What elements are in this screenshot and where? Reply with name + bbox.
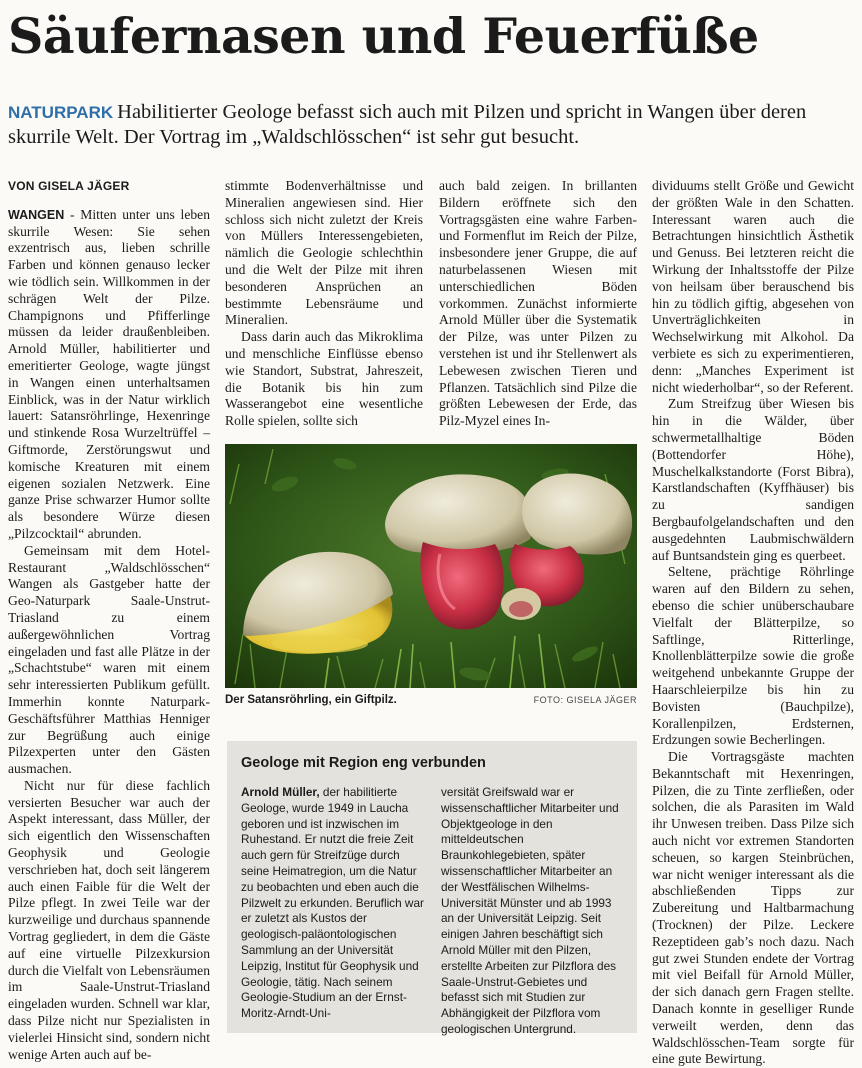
article-column-3 <box>439 178 637 430</box>
kicker: NATURPARK <box>8 103 114 122</box>
deck <box>8 100 854 150</box>
article-column-2 <box>225 178 423 430</box>
paragraph: Die Vortragsgäste machten Bekanntschaft mit Hexenringen, Pilzen, die zu Tinte zerfließen, oder solchen, die als Parasiten im Wald ihr Unwesen treiben. Dass Pilze sich auch nicht vor extremen Standorten scheuen, so kargen Steinbrüchen, war nicht weniger interessant als die abschließenden Tipps zur Zubereitung und Haltbarmachung (Trocknen) der Pilze. Leckere Rezeptideen gab’s noch dazu. Nach gut zwei Stunden endete der Vortrag mit viel Beifall für Arnold Müller, der sich danach gern Fragen stellte. Danach konnte in geselliger Runde verweilt werden, denn das Waldschlösschen-Team sorgte für eine gute Bewirtung. <box>652 749 854 1067</box>
info-box-title: Geologe mit Region eng verbunden <box>241 755 486 771</box>
info-box-lead-name: Arnold Müller, <box>241 785 320 799</box>
byline: VON GISELA JÄGER <box>8 179 130 193</box>
headline: Säufernasen und Feuerfüße <box>8 7 759 65</box>
info-box-column-1 <box>241 785 429 1022</box>
mushroom-photo <box>225 444 637 688</box>
paragraph: Zum Streifzug über Wiesen bis hin in die Wälder, über schwermetallhaltige Böden (Bottendorfer Höhe), Muschelkalkstandorte (Forst Bibra), Karstlandschaften (Kyffhäuser) bis zu sandigen Bergbaufolgelandschaften und den ausgedehnten Laubmischwäldern auf Buntsandstein ging es querbeet. <box>652 396 854 563</box>
caption-text: Der Satansröhrling, ein Giftpilz. <box>225 694 397 706</box>
paragraph: Seltene, prächtige Röhrlinge waren auf den Bildern zu sehen, ebenso die schier unüberschaubare Vielfalt der Blätterpilze, so Saftlinge, Ritterlinge, Knollenblätterpilze sowie die große weitgehend unbekannte Gruppe der Haarschleierpilze bis hin zu Bovisten (Bauchpilze), Korallenpilzen, Erdsternen, Erdzungen sowie Becherlingen. <box>652 564 854 748</box>
photo-caption <box>225 694 637 706</box>
dateline: WANGEN <box>8 207 65 222</box>
article-column-4 <box>652 178 854 1068</box>
paragraph: Dass darin auch das Mikroklima und menschliche Einflüsse ebenso wie Standort, Substrat, Jahreszeit, die Botanik bis hin zum Wasserangebot eine wesentliche Rolle spielen, sollte sich <box>225 329 423 429</box>
info-box <box>227 741 637 1036</box>
paragraph: Gemeinsam mit dem Hotel-Restaurant „Waldschlösschen“ Wangen als Gastgeber hatte der Geo-Naturpark Saale-Unstrut-Triasland zu einem außergewöhnlichen Vortrag eingeladen und fast alle Plätze in der „Schachtstube“ waren mit einem sehr interessierten Publikum gefüllt. Immerhin konnte Naturpark-Geschäftsführer Matthias Henniger zur Begrüßung auch einige Pilzexperten unter den Gästen ausmachen. <box>8 542 210 777</box>
article-column-1 <box>8 178 210 1063</box>
paragraph: Nicht nur für diese fachlich versierten Besucher war auch der Aspekt interessant, dass Müller, der sich eigentlich den Wissenschaften Geophysik und Geologie verschrieben hat, doch seit längerem auch einen Faible für die Welt der Pilze pflegt. In zwei Teile war der kurzweilige und durchaus spannende Vortrag gegliedert, in dem die Gäste auf eine virtuelle Pilzexkursion durch die Vielfalt von Lebensräumen im Saale-Unstrut-Triasland eingeladen wurden. Schnell war klar, dass Pilze nicht nur Spezialisten in vielerlei Hinsicht sind, sondern nicht wenige Arten auch auf be- <box>8 777 211 1062</box>
paragraph <box>8 207 210 543</box>
info-box-text: der habilitierte Geologe, wurde 1949 in Laucha geboren und ist inzwischen im Ruhestand. Er nutzt die freie Zeit auch gern für Streifzüge durch seine Heimatregion, um die Natur zu beobachten und eben auch die Pilzwelt zu erkunden. Beruflich war er zuletzt als Kustos der geologisch-paläontologischen Sammlung an der Universität Leipzig, Institut für Geophysik und Geologie, tätig. Nach seinem Geologie-Studium an der Ernst-Moritz-Arndt-Uni- <box>241 785 424 1021</box>
paragraph: dividuums stellt Größe und Gewicht der größten Wale in den Schatten. Interessant waren auch die Betrachtungen hinsichtlich Ästhetik und Genuss. Bei letzteren reicht die Wirkung der Inhaltsstoffe der Pilze von heilsam über berauschend bis hin zu tödlich giftig, abgesehen von Unverträglichkeiten in Wechselwirkung mit Alkohol. Da verbiete es sich zu experimentieren, denn: „Manches Experiment ist nicht wiederholbar“, so der Referent. <box>652 178 854 395</box>
paragraph-text: - Mitten unter uns leben skurrile Wesen: Sie sehen exzentrisch aus, lieben schrille Farben und können genauso lecker wie tödlich sein. Willkommen in der schrägen Welt der Pilze. Champignons und Pfifferlinge müssen da leider draußenbleiben. Arnold Müller, habilitierter und emeritierter Geologe, wagte jüngst in Wangen einen unterhaltsamen Einblick, was in der Natur wirklich lauert: Satansröhrlinge, Hexenringe und stinkende Rosa Wurzeltrüffel – Giftmorde, Zerstörungswut und komische Kreaturen mit einem eigenen sozialen Netzwerk. Eine ganze Prise schwarzer Humor sollte als besondere Würze diesen „Pilzcocktail“ abrunden. <box>8 206 210 541</box>
info-box-column-2: versität Greifswald war er wissenschaftlicher Mitarbeiter und Objektgeologe in den mitteldeutschen Braunkohlegebieten, später wissenschaftlicher Mitarbeiter an der Westfälischen Wilhelms-Universität Münster und ab 1993 an der Universität Leipzig. Seit einigen Jahren beschäftigt sich Arnold Müller mit den Pilzen, erstellte Arbeiten zur Pilzflora des Saale-Unstrut-Gebietes und befasst sich mit Studien zur Abhängigkeit der Pilzflora vom geologischen Untergrund. <box>441 785 619 1036</box>
paragraph: auch bald zeigen. In brillanten Bildern eröffnete sich den Vortragsgästen eine wahre Farben- und Formenflut im Reich der Pilze, insbesondere jener Gruppe, die auf naturbelassenen Wiesen mit unterschiedlichen Böden vorkommen. Zunächst informierte Arnold Müller über die Systematik der Pilze, was unter Pilzen zu verstehen ist und ihr Stellenwert als Lebewesen zwischen Tieren und Pflanzen. Tatsächlich sind Pilze die größten Lebewesen der Erde, das Pilz-Myzel eines In- <box>439 178 637 429</box>
photo-credit: FOTO: GISELA JÄGER <box>533 695 637 705</box>
paragraph: stimmte Bodenverhältnisse und Mineralien angewiesen sind. Hier schloss sich nicht zuletzt der Kreis von Müllers Interessengebieten, nämlich die Geologie schlechthin und die Welt der Pilze mit ihren besonderen Ansprüchen an bestimmte Lebensräume und Mineralien. <box>225 178 423 328</box>
deck-text: Habilitierter Geologe befasst sich auch mit Pilzen und spricht in Wangen über deren skurrile Welt. Der Vortrag im „Waldschlösschen“ ist sehr gut besucht. <box>8 101 807 148</box>
